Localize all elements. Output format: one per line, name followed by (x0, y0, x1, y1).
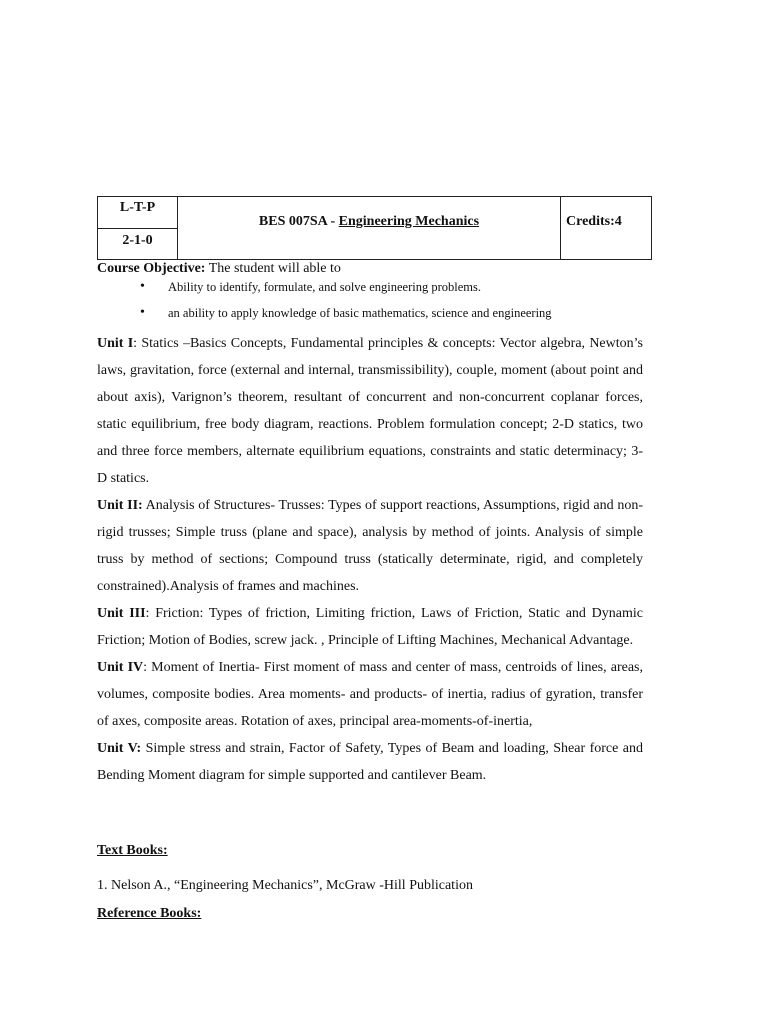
unit-paragraph (97, 735, 643, 789)
unit-paragraph (97, 330, 643, 492)
unit-label: Unit IV (97, 660, 144, 675)
objective-bullet-text: an ability to apply knowledge of basic mathematics, science and engineering (168, 306, 552, 320)
unit-label: Unit II: (97, 498, 143, 513)
unit-label: Unit I (97, 336, 134, 351)
bullet-icon: • (140, 305, 145, 320)
reference-books-heading: Reference Books: (97, 906, 202, 921)
syllabus-units (97, 330, 643, 789)
unit-paragraph (97, 654, 643, 735)
unit-text: : Friction: Types of friction, Limiting friction, Laws of Friction, Static and Dynamic Friction; Motion of Bodies, screw jack. , Principle of Lifting Machines, Mechanical Advantage. (97, 606, 643, 648)
course-title: Engineering Mechanics (338, 214, 480, 229)
unit-text: : Statics –Basics Concepts, Fundamental principles & concepts: Vector algebra, Newton’s laws, gravitation, force (external and internal, transmissibility), couple, moment (about point and about axis), Varignon’s theorem, resultant of concurrent and non-concurrent coplanar forces, static equilibrium, free body diagram, reactions. Problem formulation concept; 2-D statics, two and three force members, alternate equilibrium equations, constraints and static determinacy; 3-D statics. (97, 336, 643, 486)
course-code: BES 007SA - (258, 214, 339, 229)
course-objective (97, 260, 341, 278)
text-books-heading: Text Books: (97, 843, 168, 858)
course-objective-label: Course Objective: (97, 261, 206, 276)
unit-text: Simple stress and strain, Factor of Safety, Types of Beam and loading, Shear force and Bending Moment diagram for simple supported and cantilever Beam. (97, 741, 643, 783)
objective-bullet (140, 278, 660, 304)
course-header-table (97, 196, 652, 260)
credits-cell: Credits:4 (566, 214, 622, 229)
unit-label: Unit III (97, 606, 146, 621)
objective-bullet (140, 304, 660, 330)
unit-text: : Moment of Inertia- First moment of mass and center of mass, centroids of lines, areas, volumes, composite bodies. Area moments- and products- of inertia, radius of gyration, transfer of axes, composite areas. Rotation of axes, principal area-moments-of-inertia, (97, 660, 643, 729)
ltp-value: 2-1-0 (122, 233, 153, 248)
text-book-item: 1. Nelson A., “Engineering Mechanics”, McGraw -Hill Publication (97, 878, 473, 893)
course-title-cell (178, 197, 561, 259)
unit-label: Unit V: (97, 741, 142, 756)
bullet-icon: • (140, 279, 145, 294)
course-objective-text: The student will able to (205, 261, 341, 276)
ltp-cell (98, 197, 178, 259)
unit-text: Analysis of Structures- Trusses: Types of support reactions, Assumptions, rigid and non-rigid trusses; Simple truss (plane and space), analysis by method of joints. Analysis of simple truss by method of sections; Compound truss (statically determinate, rigid, and completely constrained).Analysis of frames and machines. (97, 498, 643, 594)
objective-bullets (140, 278, 660, 330)
unit-paragraph (97, 492, 643, 600)
unit-paragraph (97, 600, 643, 654)
ltp-label: L-T-P (98, 197, 177, 229)
objective-bullet-text: Ability to identify, formulate, and solve engineering problems. (168, 280, 482, 294)
